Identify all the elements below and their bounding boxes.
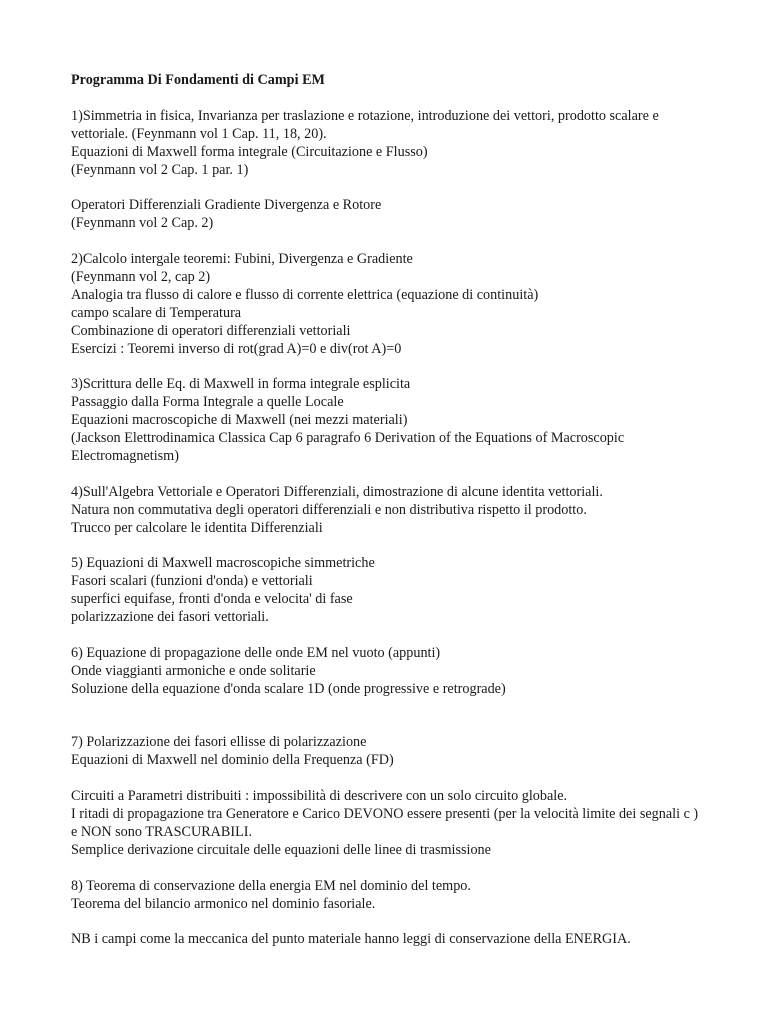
paragraph-section-5	[71, 555, 703, 627]
text-line: NB i campi come la meccanica del punto materiale hanno leggi di conservazione della ENERGIA.	[71, 931, 631, 948]
text-line: Passaggio dalla Forma Integrale a quelle Locale	[71, 394, 344, 411]
paragraph-section-4	[71, 484, 703, 538]
text-line: Soluzione della equazione d'onda scalare 1D (onde progressive e retrograde)	[71, 680, 506, 697]
paragraph-section-6	[71, 645, 703, 699]
text-line: Teorema del bilancio armonico nel dominio fasoriale.	[71, 895, 376, 912]
text-line: 1)Simmetria in fisica, Invarianza per traslazione e rotazione, introduzione dei vettori, prodotto scalare e vettoriale. (Feynmann vol 1 Cap. 11, 18, 20).	[71, 107, 659, 142]
text-line: (Jackson Elettrodinamica Classica Cap 6 paragrafo 6 Derivation of the Equations of Macroscopic Electromagnetism)	[71, 430, 625, 464]
text-line: Analogia tra flusso di calore e flusso di corrente elettrica (equazione di continuità)	[71, 286, 539, 303]
document-page	[71, 72, 703, 967]
text-line: superfici equifase, fronti d'onda e velocita' di fase	[71, 591, 353, 608]
text-line: Equazioni macroscopiche di Maxwell (nei mezzi materiali)	[71, 412, 408, 429]
text-line: 5) Equazioni di Maxwell macroscopiche simmetriche	[71, 555, 375, 572]
paragraph-distributed-circuits	[71, 788, 703, 860]
text-line: Operatori Differenziali Gradiente Divergenza e Rotore	[71, 197, 382, 214]
text-line: Fasori scalari (funzioni d'onda) e vettoriali	[71, 573, 313, 590]
text-line: (Feynmann vol 2, cap 2)	[71, 268, 211, 285]
paragraph-operators	[71, 197, 703, 233]
text-line: 6) Equazione di propagazione delle onde EM nel vuoto (appunti)	[71, 644, 441, 661]
paragraph-section-8	[71, 878, 703, 914]
text-line: campo scalare di Temperatura	[71, 304, 242, 321]
text-line: polarizzazione dei fasori vettoriali.	[71, 609, 269, 626]
paragraph-section-7	[71, 734, 703, 770]
text-line: 2)Calcolo intergale teoremi: Fubini, Divergenza e Gradiente	[71, 251, 413, 268]
paragraph-section-1	[71, 108, 703, 180]
text-line: Onde viaggianti armoniche e onde solitarie	[71, 662, 316, 679]
text-line: Equazioni di Maxwell forma integrale (Circuitazione e Flusso)	[71, 143, 428, 160]
text-line: Equazioni di Maxwell nel dominio della Frequenza (FD)	[71, 752, 394, 769]
text-line: Semplice derivazione circuitale delle equazioni delle linee di trasmissione	[71, 841, 491, 858]
text-line: Circuiti a Parametri distribuiti : impossibilità di descrivere con un solo circuito globale.	[71, 788, 568, 805]
document-title: Programma Di Fondamenti di Campi EM	[71, 72, 325, 88]
text-line: Esercizi : Teoremi inverso di rot(grad A)=0 e div(rot A)=0	[71, 340, 402, 357]
text-line: (Feynmann vol 2 Cap. 2)	[71, 215, 214, 232]
text-line: Natura non commutativa degli operatori differenziali e non distributiva rispetto il prodotto.	[71, 501, 587, 518]
paragraph-note	[71, 931, 703, 949]
text-line: 3)Scrittura delle Eq. di Maxwell in forma integrale esplicita	[71, 376, 411, 393]
text-line: 4)Sull'Algebra Vettoriale e Operatori Differenziali, dimostrazione di alcune identita vettoriali.	[71, 483, 603, 500]
text-line: 7) Polarizzazione dei fasori ellisse di polarizzazione	[71, 734, 367, 751]
text-line: 8) Teorema di conservazione della energia EM nel dominio del tempo.	[71, 877, 471, 894]
paragraph-section-3	[71, 376, 703, 466]
text-line: Trucco per calcolare le identita Differenziali	[71, 519, 323, 536]
text-line: (Feynmann vol 2 Cap. 1 par. 1)	[71, 161, 249, 178]
text-line: I ritadi di propagazione tra Generatore e Carico DEVONO essere presenti (per la velocità limite dei segnali c ) e NON sono TRASCURABILI.	[71, 806, 699, 840]
text-line: Combinazione di operatori differenziali vettoriali	[71, 322, 351, 339]
paragraph-section-2	[71, 251, 703, 358]
